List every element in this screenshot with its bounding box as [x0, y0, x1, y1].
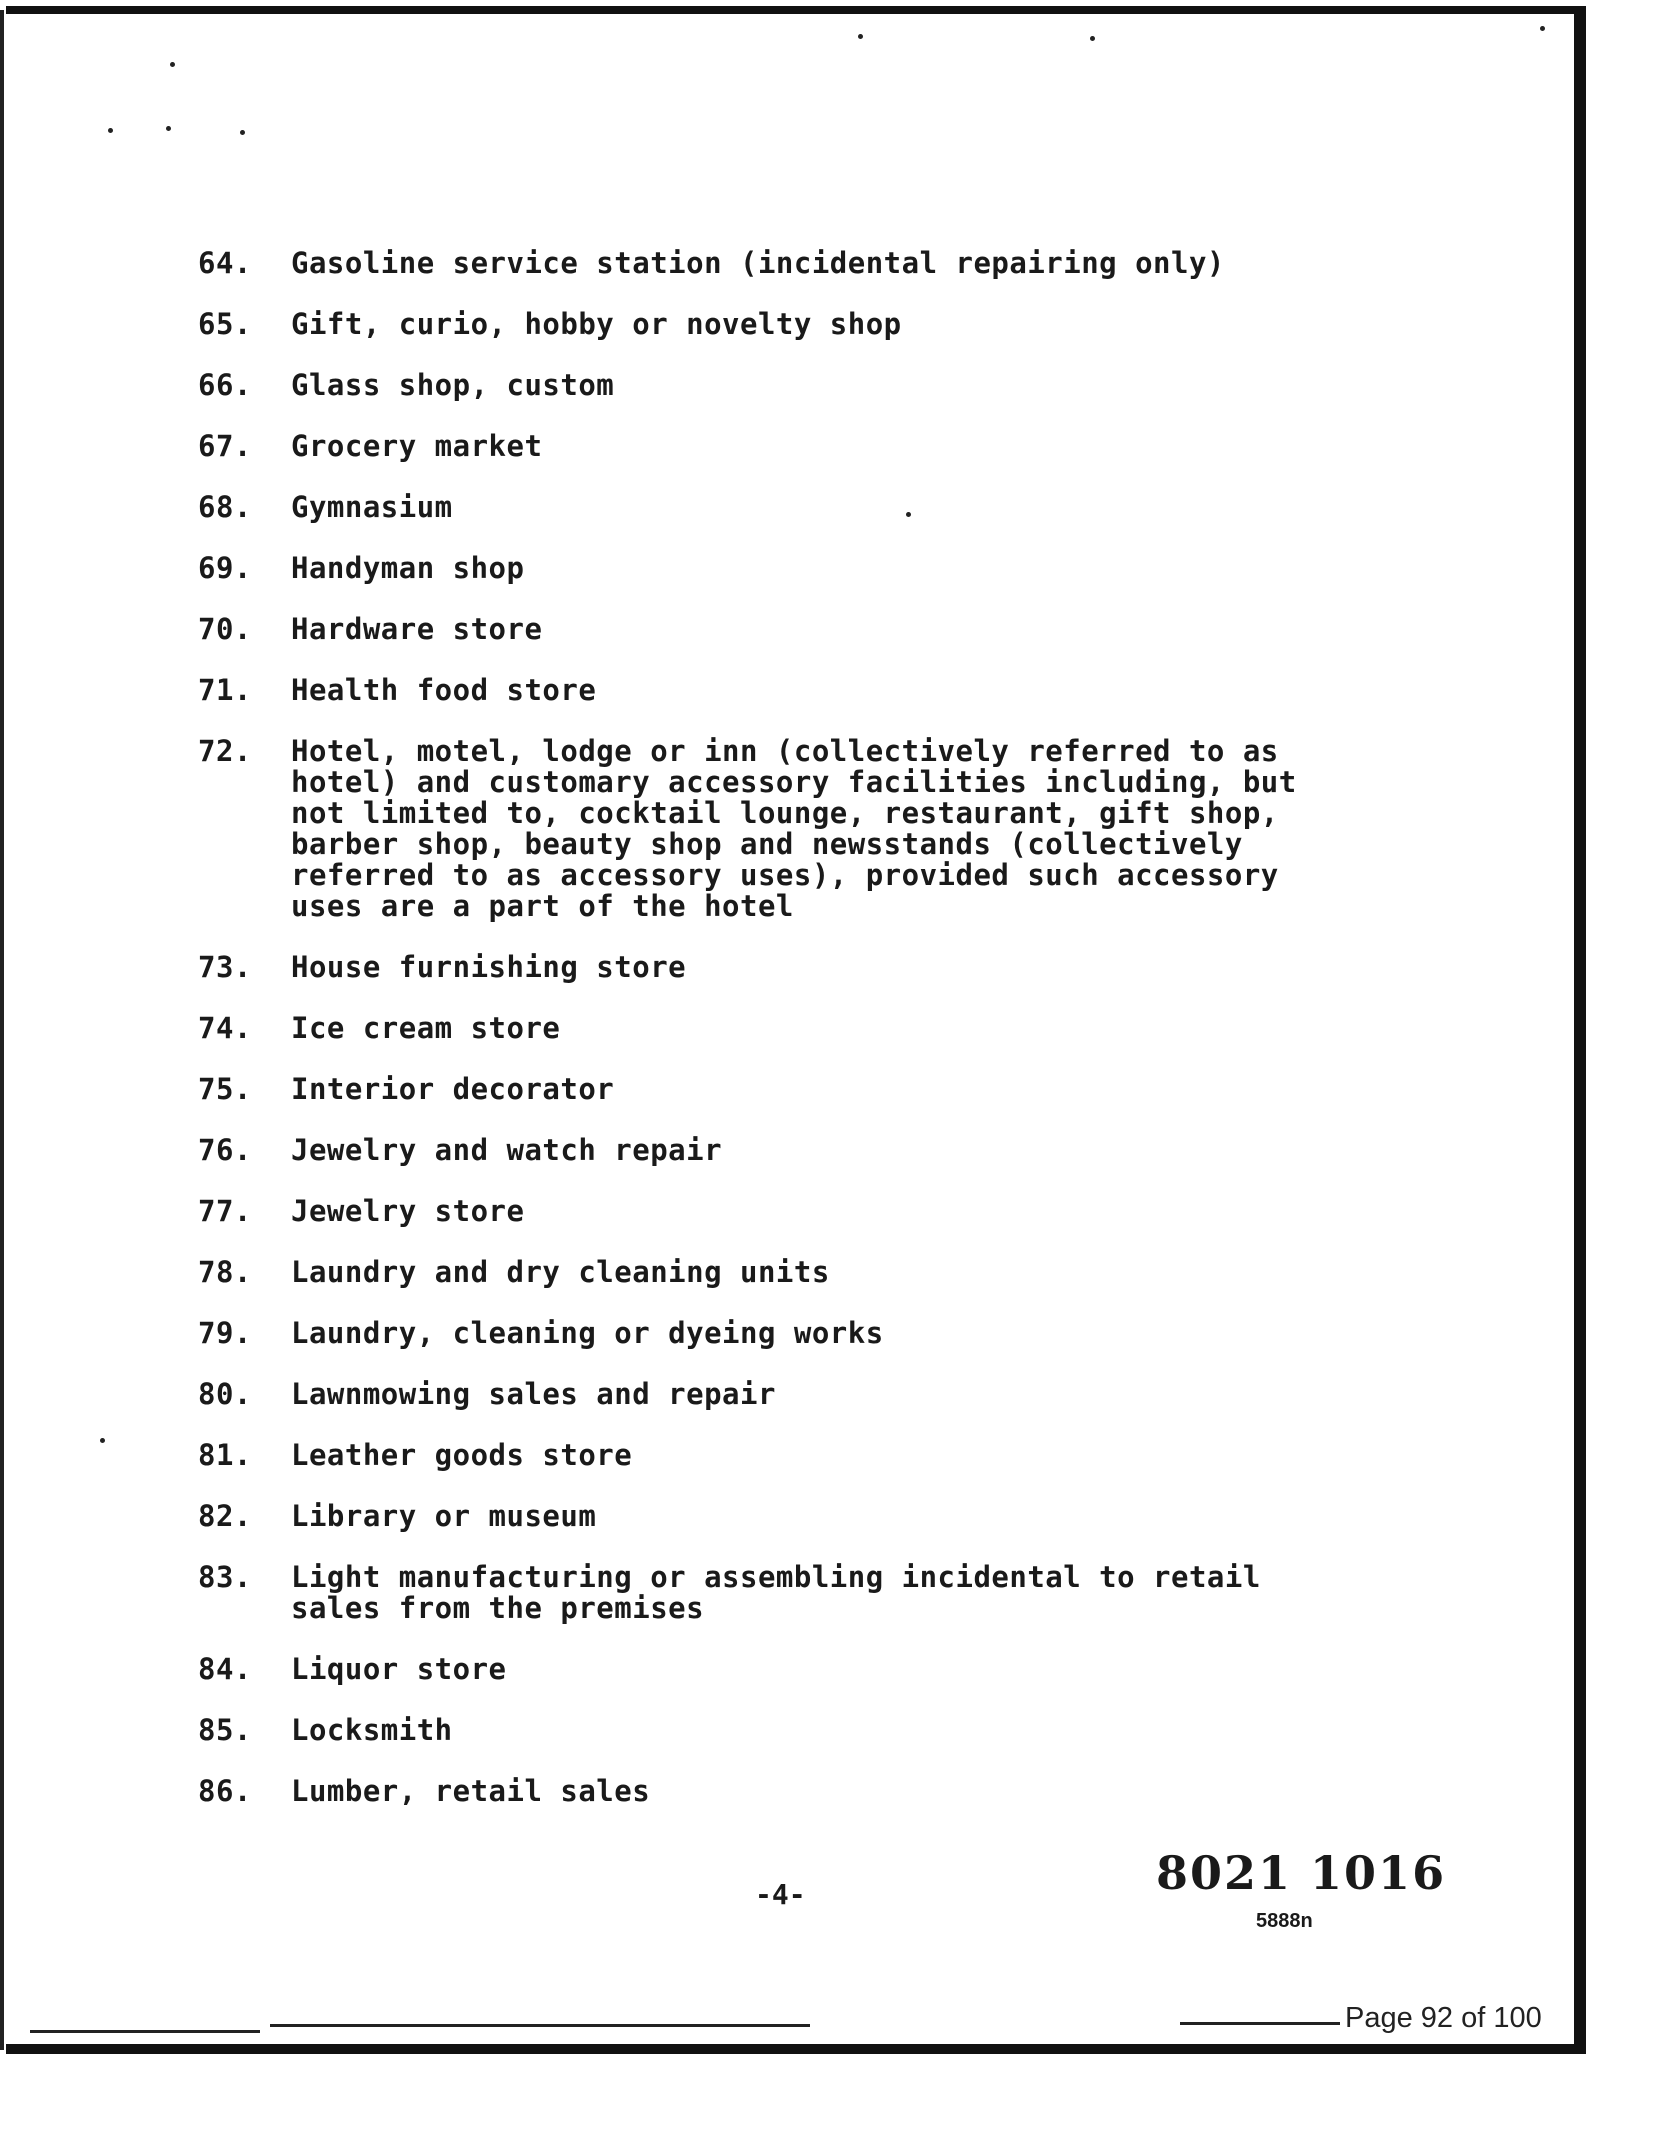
item-number: 81. — [198, 1438, 252, 1472]
item-number: 71. — [198, 673, 252, 707]
item-number: 75. — [198, 1072, 252, 1106]
item-text: Gift, curio, hobby or novelty shop — [291, 307, 902, 341]
list-item — [198, 1013, 1398, 1044]
list-item — [198, 1440, 1398, 1471]
item-number: 68. — [198, 490, 252, 524]
item-number: 79. — [198, 1316, 252, 1350]
item-number: 74. — [198, 1011, 252, 1045]
item-text: Gasoline service station (incidental repairing only) — [291, 246, 1225, 280]
item-text: Locksmith — [291, 1713, 453, 1747]
scan-speck — [1540, 26, 1545, 31]
list-item — [198, 1654, 1398, 1685]
item-text: Light manufacturing or assembling incidental to retail sales from the premises — [291, 1560, 1261, 1625]
item-text: Library or museum — [291, 1499, 597, 1533]
item-text: Grocery market — [291, 429, 543, 463]
list-item — [198, 1562, 1398, 1624]
item-text: Laundry, cleaning or dyeing works — [291, 1316, 884, 1350]
item-number: 85. — [198, 1713, 252, 1747]
scan-speck — [858, 34, 863, 39]
scan-speck — [240, 130, 245, 135]
document-code: 5888n — [1256, 1910, 1313, 1932]
item-text: Ice cream store — [291, 1011, 561, 1045]
item-text: Jewelry and watch repair — [291, 1133, 723, 1167]
list-item — [198, 1715, 1398, 1746]
item-number: 72. — [198, 734, 252, 768]
list-item — [198, 431, 1398, 462]
list-item — [198, 1501, 1398, 1532]
item-number: 67. — [198, 429, 252, 463]
item-text: Hotel, motel, lodge or inn (collectively referred to as hotel) and customary accessory facilities including, but not limited to, cocktail lounge, restaurant, gift shop, barber shop, beauty shop and newsstands (collectively referred to as accessory uses), provided such accessory uses are a part of the hotel — [291, 734, 1297, 923]
item-text: Hardware store — [291, 612, 543, 646]
item-text: Lumber, retail sales — [291, 1774, 651, 1808]
list-item — [198, 1074, 1398, 1105]
item-number: 78. — [198, 1255, 252, 1289]
item-number: 77. — [198, 1194, 252, 1228]
item-number: 82. — [198, 1499, 252, 1533]
item-number: 83. — [198, 1560, 252, 1594]
footer-rule — [30, 2030, 260, 2033]
list-item — [198, 1257, 1398, 1288]
list-item — [198, 1379, 1398, 1410]
list-item — [198, 248, 1398, 279]
item-text: Liquor store — [291, 1652, 507, 1686]
list-item — [198, 1318, 1398, 1349]
list-item — [198, 952, 1398, 983]
item-number: 86. — [198, 1774, 252, 1808]
item-text: Handyman shop — [291, 551, 525, 585]
list-item — [198, 736, 1398, 922]
scan-speck — [100, 1438, 105, 1443]
item-text: House furnishing store — [291, 950, 687, 984]
footer-rule — [1180, 2022, 1340, 2025]
scan-speck — [166, 126, 171, 131]
list-item — [198, 370, 1398, 401]
item-text: Leather goods store — [291, 1438, 633, 1472]
item-number: 70. — [198, 612, 252, 646]
item-text: Gymnasium — [291, 490, 453, 524]
item-text: Glass shop, custom — [291, 368, 615, 402]
scan-left-edge — [0, 10, 4, 2050]
document-id: 8021 1016 — [1156, 1846, 1447, 1900]
list-item — [198, 675, 1398, 706]
item-text: Interior decorator — [291, 1072, 615, 1106]
list-item — [198, 553, 1398, 584]
scan-speck — [170, 62, 175, 67]
permitted-uses-list — [198, 248, 1398, 1837]
list-item — [198, 492, 1398, 523]
footer-rule — [270, 2024, 810, 2027]
item-number: 65. — [198, 307, 252, 341]
list-item — [198, 1776, 1398, 1807]
item-number: 64. — [198, 246, 252, 280]
item-number: 66. — [198, 368, 252, 402]
scan-speck — [108, 128, 113, 133]
item-number: 84. — [198, 1652, 252, 1686]
list-item — [198, 1135, 1398, 1166]
item-text: Jewelry store — [291, 1194, 525, 1228]
item-number: 73. — [198, 950, 252, 984]
page-of-total: Page 92 of 100 — [1345, 2002, 1542, 2034]
list-item — [198, 309, 1398, 340]
item-text: Lawnmowing sales and repair — [291, 1377, 776, 1411]
item-number: 80. — [198, 1377, 252, 1411]
scan-speck — [1090, 36, 1095, 41]
page-number: -4- — [755, 1878, 806, 1911]
item-text: Health food store — [291, 673, 597, 707]
item-number: 69. — [198, 551, 252, 585]
list-item — [198, 1196, 1398, 1227]
item-text: Laundry and dry cleaning units — [291, 1255, 830, 1289]
list-item — [198, 614, 1398, 645]
item-number: 76. — [198, 1133, 252, 1167]
